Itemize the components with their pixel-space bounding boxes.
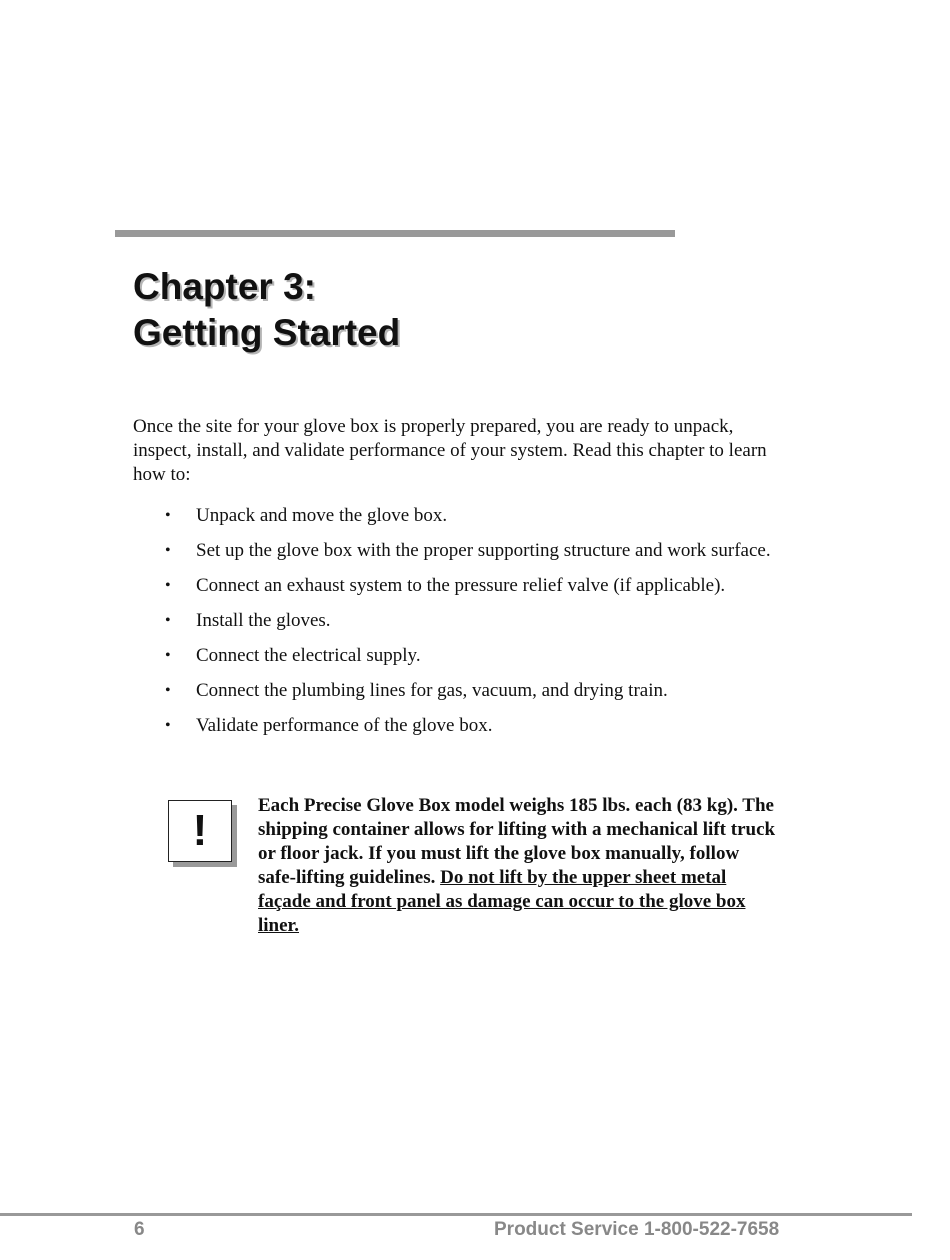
bullet-icon: • — [165, 577, 171, 594]
task-list — [165, 504, 805, 749]
intro-paragraph: Once the site for your glove box is properly prepared, you are ready to unpack, inspect, install, and validate performance of your system. Read this chapter to learn how to: — [133, 416, 767, 485]
chapter-title — [133, 264, 400, 356]
top-rule — [115, 230, 675, 237]
list-item: • Unpack and move the glove box. — [165, 505, 448, 526]
exclamation-glyph: ! — [192, 806, 208, 855]
list-item: • Set up the glove box with the proper supporting structure and work surface. — [165, 540, 771, 561]
bullet-icon: • — [165, 507, 171, 524]
list-item: • Validate performance of the glove box. — [165, 715, 493, 736]
exclamation-icon — [168, 800, 232, 862]
chapter-number: Chapter 3: — [133, 266, 316, 307]
list-item: • Connect an exhaust system to the pressure relief valve (if applicable). — [165, 575, 726, 596]
bullet-icon: • — [165, 717, 171, 734]
bullet-icon: • — [165, 682, 171, 699]
page-number: 6 — [134, 1219, 145, 1240]
warning-note — [258, 794, 778, 938]
product-service-phone: Product Service 1-800-522-7658 — [494, 1219, 780, 1240]
bullet-icon: • — [165, 612, 171, 629]
list-item: • Connect the electrical supply. — [165, 645, 421, 666]
warning-underlined-text: Do not lift by the upper sheet metal façade and front panel as damage can occur to the glove box liner. — [258, 867, 746, 936]
chapter-name: Getting Started — [133, 312, 401, 353]
bullet-icon: • — [165, 542, 171, 559]
list-item: • Connect the plumbing lines for gas, vacuum, and drying train. — [165, 680, 668, 701]
list-item: • Install the gloves. — [165, 610, 331, 631]
footer-rule — [0, 1213, 912, 1216]
warning-text: Each Precise Glove Box model weighs 185 lbs. each (83 kg). The shipping container allows for lifting with a mechanical lift truck or floor jack. If you must lift the glove box manually, follow safe-lifting guidelines. — [258, 795, 776, 888]
bullet-icon: • — [165, 647, 171, 664]
